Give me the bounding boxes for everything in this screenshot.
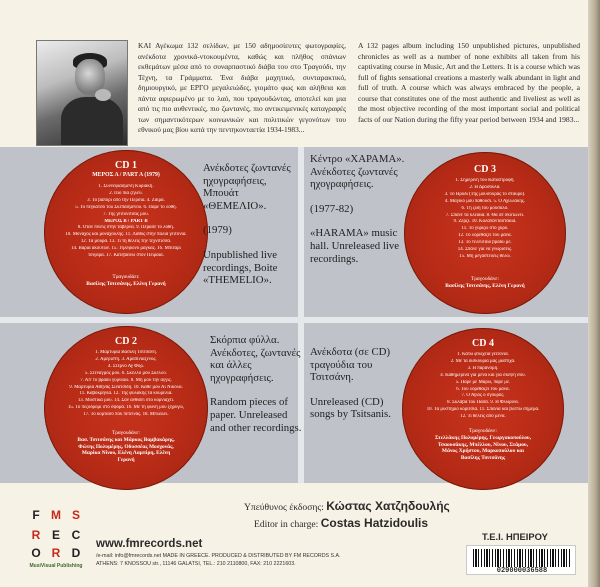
cover-spine-edge	[588, 0, 600, 587]
track: 3. Το βαπόρι από την Περσία. 4. Ζαίρα.	[87, 197, 165, 203]
track: 1. Συννεφιασμένη Κυριακή.	[98, 184, 154, 189]
editor-english: Editor in charge: Costas Hatzidoulis	[254, 516, 429, 530]
track: 14. Βαριά ακούτων. 15. Τηλέφωνο μάγκας. 16. Μπιτάρι	[71, 246, 181, 252]
intro-text-english: A 132 pages album including 150 unpublished pictures, unpublished chronicles as well as a number of none exhibits all taken from his captivating course in Music, Art and the Letters. It is a course which was full of fights sensational creations a masterly walk abundant in light and full of truth. A course which was always embraced by the people, a course that constitutes one of the most authentic and liveliest as well as the most objective recording of the most important social and political facts of our Nation during the fifty year period between 1934 and 1983...	[358, 41, 580, 124]
track: 9. Μαρτυρία Αθηνάς Σινατσίδη. 10. Κάθε μου Αι Νικόλα.	[69, 384, 183, 390]
editor-greek: Υπεύθυνος έκδοσης: Κώστας Χατζηδουλής	[244, 499, 450, 513]
cd4-title: CD 4	[472, 338, 494, 349]
cd4-tracklist	[420, 352, 546, 421]
fm-records-logo: F M R E C O R D S MusiVisual Publishing	[29, 508, 83, 569]
track: 2. Η Δροσούλα.	[469, 184, 501, 190]
track: 12. Τι θέλεις από μένα.	[460, 414, 506, 420]
track: 5. Πάρε με Μάρω, πάρε με.	[455, 379, 511, 385]
cd3-credits: Τραγουδάνε: Βασίλης Τσιτσάνης, Ελένη Γερανή	[445, 276, 525, 289]
cd2-title: CD 2	[115, 336, 137, 347]
track: 8. Σκλάβα του Πασά. 9. Η Φλωρίνα.	[447, 400, 519, 406]
cd1-subtitle: ΜΕΡΟΣ Α / PART A (1979)	[92, 172, 160, 178]
cd4-desc-english: Unreleased (CD) songs by Tsitsanis.	[310, 395, 391, 421]
cd2-disc	[44, 326, 208, 490]
cd3-disc	[404, 152, 566, 314]
cd2-description	[210, 334, 302, 446]
cd4-description	[310, 346, 402, 433]
track: 3. Το Ηρόδι (Της μουσούρας το σταυρό).	[444, 191, 526, 197]
cd3-description	[310, 153, 406, 277]
track: 2. Αμέριστη. 3. Αραπίνιαξενος.	[95, 356, 157, 362]
cd1-description	[203, 162, 298, 299]
track: 15. Το πεζοδρόμι στο σφορά. 16. Με τη φωνή μου ξηρύγω,	[67, 405, 184, 411]
cd1-year: (1979)	[203, 224, 232, 237]
track: 6. Τη ζωή του μουσαλό.	[461, 205, 509, 211]
author-photo	[36, 40, 128, 146]
track: 7. Απ' το βράδυ γύρνιαω. 8. Μη μου την αγγίς.	[80, 377, 172, 383]
track: 2. Με τα δισκούρια μας μαστίχα.	[450, 358, 516, 364]
cd3-tracklist	[422, 178, 548, 261]
cd2-desc-greek: Σκόρπια φύλλα. Ανέκδοτες, ζωντανές και άλλες ηχογραφήσεις.	[210, 334, 301, 384]
cd1-desc-greek: Ανέκδοτες ζωντανές ηχογραφήσεις, Μπουάτ «ΘΕΜΕΛΙΟ».	[203, 162, 291, 212]
cd4-disc	[402, 328, 564, 490]
part-heading: ΜΕΡΟΣ Β / PART B	[104, 218, 148, 224]
cd2-desc-english: Random pieces of paper. Unreleased and other recordings.	[210, 396, 302, 434]
track: τσιγάρα. 17. Κατεβαίνω στον Πειραιά.	[88, 253, 164, 259]
cd3-desc-greek: Κέντρο «ΧΑΡΑΜΑ». Ανέκδοτες ζωντανές ηχογραφήσεις.	[310, 153, 405, 191]
cd1-credits: Τραγουδάει: Βασίλης Τσιτσάνης, Ελένη Γερανή	[86, 274, 166, 287]
cd2-tracklist	[62, 350, 190, 419]
cd1-tracklist	[62, 184, 190, 260]
track: 13. Το τελευταίο βράδυ με.	[458, 240, 512, 246]
website-link[interactable]: www.fmrecords.net	[96, 538, 203, 550]
track: 2. Πιο πια ζηλεύ.	[109, 190, 143, 196]
cd3-title: CD 3	[474, 164, 496, 175]
track: 6. Του λορεθάζει του μάνα.	[456, 386, 510, 392]
track: 5. Στεναγμός μου. 6. Σκέλλο μου Σκέλλο.	[85, 370, 167, 376]
track: 7. Ο Άγιος ο σγουρός.	[461, 393, 505, 399]
cd3-year: (1977-82)	[310, 202, 354, 215]
track: 17. Το κορτάσο που πετεινάς. 18. Μπλάλει.	[83, 412, 169, 418]
track: 4. Καθημερινά για μένα και για σκέψη σου.	[440, 372, 526, 378]
cd1-desc-english: Unpublished live recordings, Boite «THEMELIO».	[203, 248, 278, 287]
track: 1. Μαρτυρία Βασίλη Τσιτσάνη.	[95, 350, 157, 355]
track: 14. Σπάνε για να γνωρίσεις.	[457, 247, 513, 253]
track: 13. Μυστικά μου. 14. Σαν ανθίσει στο κορνιαχτί.	[77, 398, 175, 404]
track: 4. Στερνό Αγ Φορ.	[108, 363, 144, 369]
track: 1. Κάτω φτωχειά γειτονιά.	[457, 352, 509, 357]
track: 3. Η παράνομη.	[467, 365, 499, 371]
track: 11. Καβοκρήνια. 12. Της φυλακής τα κουρέλια.	[79, 391, 173, 397]
track: 5. Το πεγκάτσο του Σκεπάσμένου. 6. Πάρε το λόθη.	[75, 204, 177, 210]
cd3-desc-english: «HARAMA» music hall. Unreleased live recordings.	[310, 227, 400, 265]
cd1-disc	[44, 150, 208, 314]
cd4-desc-greek: Ανέκδοτα (σε CD) τραγούδια του Τσιτσάνη.	[310, 346, 391, 384]
track: 7. Σπάνε τα κλειδιά. 8. Θα σε σκοτώνει.	[445, 212, 525, 218]
track: 7. Της γειτονίτσας μου.	[103, 211, 149, 217]
intro-text-greek: ΚΑΙ Αγέκωμα 132 σελίδων, με 150 αδημοσίευτες φωτογραφίες, ανέκδοτα χρονικά-ντοκουμέντα, καθώς και πλήθος σπάνιων εκθεμάτων μέσα από το συναρπαστικό διάβα του στο Τραγούδι, την Τέχνη, τα Γράμματα. Ένα διάβα μαχητικό, συνταρακτικό, δημιουργικό, με ΕΡΓΟ μεγαλειώδες, γιομάτο φως και αλήθεια και πάντα αφιερωμένο με το λαό, που τραγουδώντας, αποτελεί και μια από τις πιο αυθεντικές, πιο ζωντανές, πιο αντικειμενικές καταγραφές των σημαντικότερων κοινωνικών και πολιτικών γεγονότων του εθνικού μας βίου κατά την πεντηκονταετία 1934-1983...	[138, 41, 346, 134]
track: 12. Τα μούρα. 13. Τι τη θέλεις την τεχνίτισσα.	[80, 239, 172, 245]
cd2-credits: Τραγουδάνε: Βασ. Τσιτσάνης και Μάρκος Βαμβακάρης, Φώτης Πολυμέρης, Οδυσσέας Μοσχονάς, Μαρίκα Νίνου, Ελένη Λαμπίρη, Ελένη Γερανή	[77, 430, 175, 464]
track: 10. Τα μυστήριο κορίτσια. 11. Σπανιά και βλέπω σήμερα.	[426, 407, 540, 413]
barcode	[466, 545, 576, 575]
barcode-bars	[473, 549, 571, 567]
track: 9. Ζερζί. 10. Κολαπανταστάκια.	[453, 219, 517, 225]
track: 10. Μοναχός και μοναχούλης. 11. Λάθος στην παλιά γειτονιά.	[65, 232, 187, 238]
horizontal-divider	[0, 317, 588, 323]
library-stamp: Τ.Ε.Ι. ΗΠΕΙΡΟΥ	[482, 531, 548, 542]
track: 12. Το λορεθάζει του μάνα.	[458, 233, 512, 239]
barcode-number: 029000036588	[496, 567, 548, 575]
track: 8. Όταν πίνεις στην ταβέρνα. 9. Πέρασε το λόθη.	[77, 225, 175, 231]
track: 11. Το γυρίζω στο χορό.	[461, 226, 509, 232]
track: 1. Σημερινή του Καταστροφή.	[455, 178, 515, 183]
track: 4. Μαγικό μου παθούσι. 5. Ο Αχιλλάκης.	[444, 198, 526, 204]
legal-text: /e-mail: info@fmrecords.net MADE IN GREECE. PRODUCED & DISTRIBUTED BY FM RECORDS S.A. ATHENS: 7 KNOSSOU str., 11146 GALATSI, TEL.: 210 2110800, FAX: 210 2221603.	[96, 553, 341, 567]
cd4-credits: Τραγουδάνε: Στελλάκης Πολυμέρης, Γεωργακοπούλου, Τσαουσάκης, Μπέλλου, Νίνου, Στάμου, Μάνος Χρήστου, Μαρκοπούλου και Βασίλης Τσιτσάνης	[434, 428, 532, 462]
track: 15. Μη μεγαστεύεις θέλω.	[459, 253, 511, 259]
cd1-title: CD 1	[115, 160, 137, 171]
